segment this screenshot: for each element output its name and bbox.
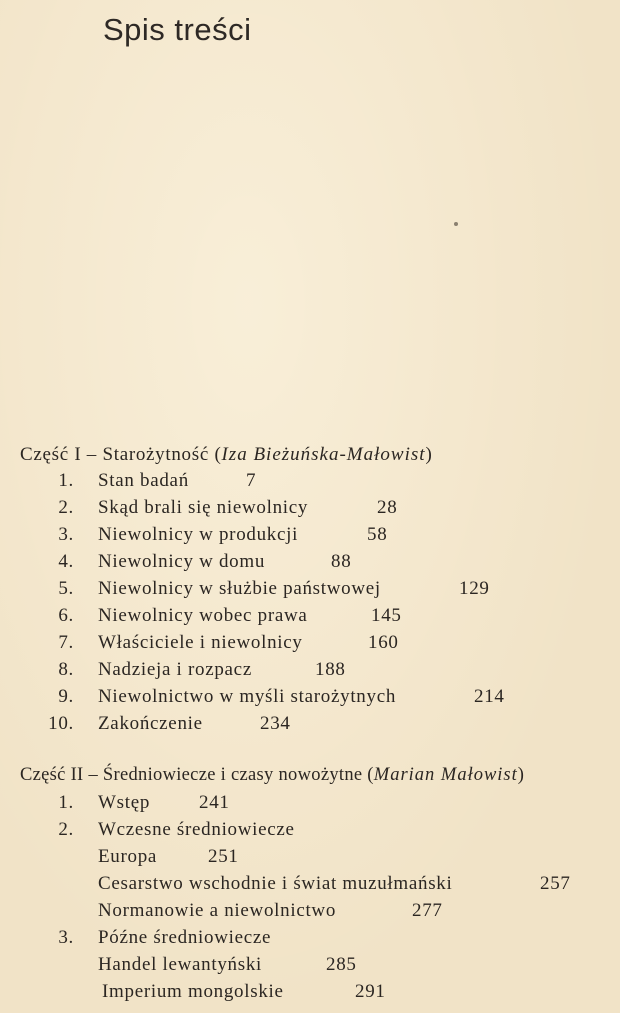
entry-page: 277 xyxy=(412,900,443,921)
entry-number: 2. xyxy=(58,497,74,518)
part-2-heading xyxy=(20,762,524,789)
entry-page: 251 xyxy=(208,846,239,867)
toc-subentry xyxy=(0,870,620,897)
entry-number: 7. xyxy=(58,632,74,653)
entry-title: Wczesne średniowiecze xyxy=(98,819,295,840)
entry-page: 257 xyxy=(540,873,571,894)
toc-entry xyxy=(0,816,620,843)
toc-entry xyxy=(0,789,620,816)
entry-title: Europa xyxy=(98,846,158,867)
toc-entry xyxy=(0,629,620,656)
entry-title: Cesarstwo wschodnie i świat muzułmański xyxy=(98,873,453,894)
toc-subentry xyxy=(0,951,620,978)
entry-page: 160 xyxy=(368,632,399,653)
toc-entry xyxy=(0,602,620,629)
toc-entry xyxy=(0,924,620,951)
part-2-author: Marian Małowist xyxy=(373,765,518,785)
toc-entry xyxy=(0,548,620,575)
entry-title: Niewolnicy w służbie państwowej xyxy=(98,578,381,599)
entry-number: 5. xyxy=(58,578,74,599)
entry-title: Stan badań xyxy=(98,470,189,491)
entry-title: Późne średniowiecze xyxy=(98,927,272,948)
entry-page: 145 xyxy=(371,605,402,626)
part-1-label: Część I – Starożytność ( xyxy=(20,444,222,465)
part-1-heading xyxy=(20,441,433,468)
entry-title: Właściciele i niewolnicy xyxy=(98,632,303,653)
part-2-label-close: ) xyxy=(517,765,525,785)
entry-number: 4. xyxy=(58,551,74,572)
entry-number: 9. xyxy=(58,686,74,707)
entry-number: 6. xyxy=(58,605,74,626)
entry-page: 88 xyxy=(331,551,352,572)
toc-subentry xyxy=(0,843,620,870)
toc-entry xyxy=(0,656,620,683)
part-1-label-close: ) xyxy=(425,444,433,465)
entry-title: Zakończenie xyxy=(98,713,203,734)
toc-entry xyxy=(0,575,620,602)
toc-entry xyxy=(0,683,620,710)
entry-title: Wstęp xyxy=(98,792,151,813)
entry-page: 7 xyxy=(246,470,257,491)
toc-entry xyxy=(0,494,620,521)
toc-subentry xyxy=(0,978,620,1005)
entry-page: 285 xyxy=(326,954,357,975)
entry-title: Handel lewantyński xyxy=(98,954,263,975)
toc-subentry xyxy=(0,897,620,924)
toc-entry xyxy=(0,521,620,548)
entry-title: Niewolnicy wobec prawa xyxy=(98,605,308,626)
entry-title: Niewolnicy w domu xyxy=(98,551,266,572)
entry-page: 129 xyxy=(459,578,490,599)
toc-entry xyxy=(0,710,620,737)
entry-number: 8. xyxy=(58,659,74,680)
entry-title: Imperium mongolskie xyxy=(102,981,284,1002)
entry-title: Normanowie a niewolnictwo xyxy=(98,900,337,921)
entry-page: 188 xyxy=(315,659,346,680)
entry-number: 1. xyxy=(58,792,74,813)
entry-number: 10. xyxy=(48,713,74,734)
entry-number: 1. xyxy=(58,470,74,491)
entry-number: 3. xyxy=(58,524,74,545)
entry-title: Skąd brali się niewolnicy xyxy=(98,497,309,518)
part-2-label: Część II – Średniowiecze i czasy nowożytne ( xyxy=(20,765,374,785)
entry-page: 58 xyxy=(367,524,388,545)
entry-page: 28 xyxy=(377,497,398,518)
entry-title: Niewolnictwo w myśli starożytnych xyxy=(98,686,397,707)
entry-number: 3. xyxy=(58,927,74,948)
paper-speck xyxy=(454,222,458,226)
entry-title: Niewolnicy w produkcji xyxy=(98,524,299,545)
page-title: Spis treści xyxy=(103,12,252,47)
entry-page: 234 xyxy=(260,713,291,734)
entry-number: 2. xyxy=(58,819,74,840)
entry-page: 214 xyxy=(474,686,505,707)
toc-entry xyxy=(0,467,620,494)
part-1-author: Iza Bieżuńska-Małowist xyxy=(221,444,426,465)
entry-page: 241 xyxy=(199,792,230,813)
entry-title: Nadzieja i rozpacz xyxy=(98,659,252,680)
entry-page: 291 xyxy=(355,981,386,1002)
